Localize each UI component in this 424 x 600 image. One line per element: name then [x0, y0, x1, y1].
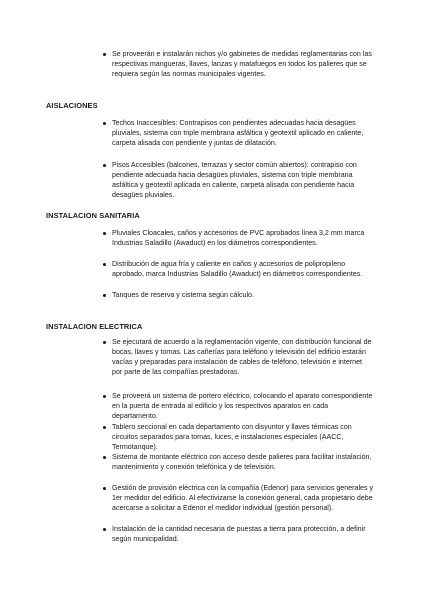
list-item — [112, 160, 374, 200]
bullet-icon — [103, 294, 106, 297]
bullet-icon — [103, 395, 106, 398]
list-item — [112, 228, 374, 248]
list-item-text: Tanques de reserva y cisterna según cálculo. — [112, 291, 254, 299]
list-item-text: Instalación de la cantidad necesaria de puestas a tierra para protección, a definir según municipalidad. — [112, 525, 366, 544]
list-item-text: Distribución de agua fría y caliente en caños y accesorios de polipropileno aprobado, marca Industrias Saladillo (Awaduct) en diámetros correspondientes. — [112, 260, 363, 279]
list-item — [112, 337, 374, 377]
list-item-text: Tablero seccional en cada departamento con disyuntor y llaves térmicas con circuitos separados para tomas, luces, e instalaciones especiales (AACC, Termotanque). — [112, 423, 352, 452]
bullet-icon — [103, 232, 106, 235]
list-item — [112, 483, 374, 513]
bullet-icon — [103, 426, 106, 429]
list-item-text: Pisos Accesibles (balcones, terrazas y sector común abiertos): contrapiso con pendiente adecuada hacia desagües pluviales, sistema con triple membrana asfáltica y geotextil aplicada en caliente, carpeta alisada con pendiente hacia desagües pluviales. — [112, 161, 357, 200]
bullet-icon — [103, 341, 106, 344]
bullet-icon — [103, 487, 106, 490]
list-item — [112, 290, 374, 300]
bullet-icon — [103, 53, 106, 56]
list-item-text: Pluviales Cloacales, caños y accesorios de PVC aprobados línea 3,2 mm marca Industrias Saladillo (Awaduct) en los diámetros correspondientes. — [112, 229, 365, 248]
section-heading-aislaciones: AISLACIONES — [46, 101, 98, 110]
list-item — [112, 259, 374, 279]
list-item-text: Se ejecutará de acuerdo a la reglamentación vigente, con distribución funcional de bocas, llaves y tomas. Las cañerías para teléfono y televisión del edificio estarán vacías y preparadas para instalación de cables de teléfono, televisión e internet por parte de las compañías prestadoras. — [112, 338, 372, 377]
list-item-text: Gestión de provisión eléctrica con la compañía (Edenor) para servicios generales y 1er medidor del edificio. Al efectivizarse la conexión general, cada propietario debe acercarse a solicitar a Edenor el medidor individual (gestión personal). — [112, 484, 374, 513]
list-item — [112, 422, 374, 452]
section-heading-electrica: INSTALACION ELECTRICA — [46, 322, 143, 331]
bullet-icon — [103, 164, 106, 167]
list-item — [112, 524, 374, 544]
list-item — [112, 49, 374, 79]
list-item — [112, 391, 374, 421]
list-item — [112, 452, 374, 472]
list-item — [112, 118, 374, 148]
list-item-text: Se proveerán e instalarán nichos y/o gabinetes de medidas reglamentarias con las respectivas mangueras, llaves, lanzas y matafuegos en todos los palieres que se requiera según las normas municipales vigentes. — [112, 50, 372, 79]
list-item-text: Techos Inaccesibles: Contrapisos con pendientes adecuadas hacia desagües pluviales, sistema con triple membrana asfáltica y geotextil aplicado en caliente, carpeta alisada con pendiente y juntas de dilatación. — [112, 119, 364, 148]
bullet-icon — [103, 122, 106, 125]
section-heading-sanitaria: INSTALACION SANITARIA — [46, 211, 140, 220]
list-item-text: Sistema de montante eléctrico con acceso desde palieres para facilitar instalación, mantenimiento y conexión telefónica y de televisión. — [112, 453, 372, 472]
bullet-icon — [103, 528, 106, 531]
bullet-icon — [103, 263, 106, 266]
bullet-icon — [103, 456, 106, 459]
list-item-text: Se proveerá un sistema de portero eléctrico, colocando el aparato correspondiente en la puerta de entrada al edificio y los respectivos aparatos en cada departamento. — [112, 392, 373, 421]
